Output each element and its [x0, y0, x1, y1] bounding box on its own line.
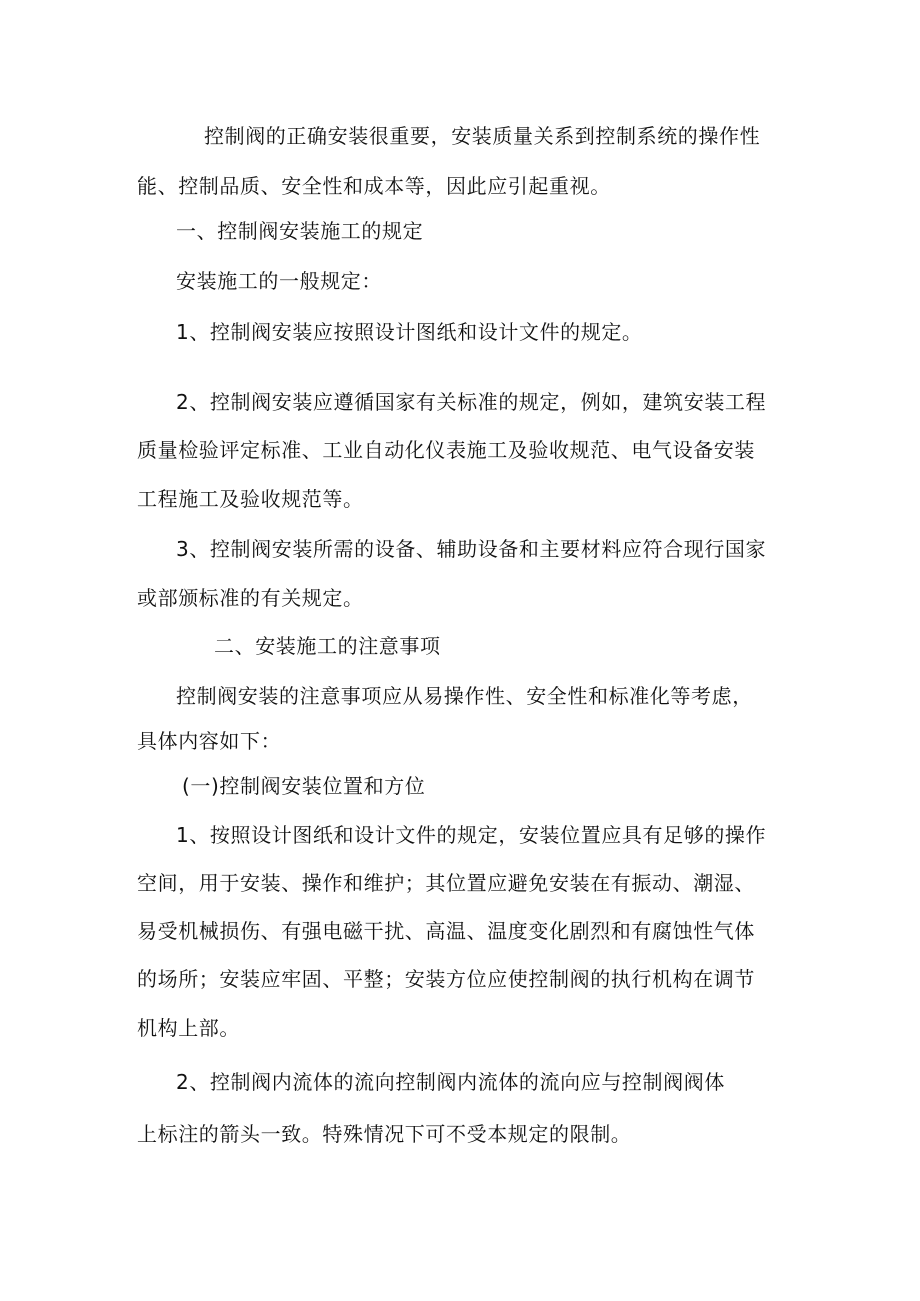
section1-item3-line-1: 3、控制阀安装所需的设备、辅助设备和主要材料应符合现行国家 [176, 537, 767, 561]
subsection1-item2-line-1: 2、控制阀内流体的流向控制阀内流体的流向应与控制阀阀体 [176, 1070, 725, 1094]
section1-item2-line-3: 工程施工及验收规范等。 [137, 487, 364, 511]
intro-line-2: 能、控制品质、安全性和成本等，因此应引起重视。 [137, 174, 611, 198]
section1-item2-line-2: 质量检验评定标准、工业自动化仪表施工及验收规范、电气设备安装 [137, 438, 755, 462]
section2-intro-line-1: 控制阀安装的注意事项应从易操作性、安全性和标准化等考虑， [176, 684, 753, 708]
section1-item2-line-1: 2、控制阀安装应遵循国家有关标准的规定，例如，建筑安装工程 [176, 390, 767, 414]
section1-subheading: 安装施工的一般规定： [176, 269, 382, 293]
intro-line-1: 控制阀的正确安装很重要，安装质量关系到控制系统的操作性 [204, 124, 761, 148]
subsection1-item2-line-2: 上标注的箭头一致。特殊情况下可不受本规定的限制。 [137, 1122, 632, 1146]
subsection1-item1-line-1: 1、按照设计图纸和设计文件的规定，安装位置应具有足够的操作 [176, 823, 767, 847]
section2-intro-line-2: 具体内容如下： [137, 729, 282, 753]
section1-item3-line-2: 或部颁标准的有关规定。 [137, 586, 364, 610]
subsection1-item1-line-5: 机构上部。 [137, 1016, 240, 1040]
section2-heading: 二、安装施工的注意事项 [214, 634, 441, 658]
subsection1-heading: (一)控制阀安装位置和方位 [182, 774, 426, 798]
subsection1-item1-line-4: 的场所；安装应牢固、平整；安装方位应使控制阀的执行机构在调节 [137, 967, 755, 991]
section1-heading: 一、控制阀安装施工的规定 [176, 219, 424, 243]
subsection1-item1-line-3: 易受机械损伤、有强电磁干扰、高温、温度变化剧烈和有腐蚀性气体 [137, 919, 755, 943]
section1-item1: 1、控制阀安装应按照设计图纸和设计文件的规定。 [176, 320, 643, 344]
subsection1-item1-line-2: 空间，用于安装、操作和维护；其位置应避免安装在有振动、潮湿、 [137, 871, 755, 895]
